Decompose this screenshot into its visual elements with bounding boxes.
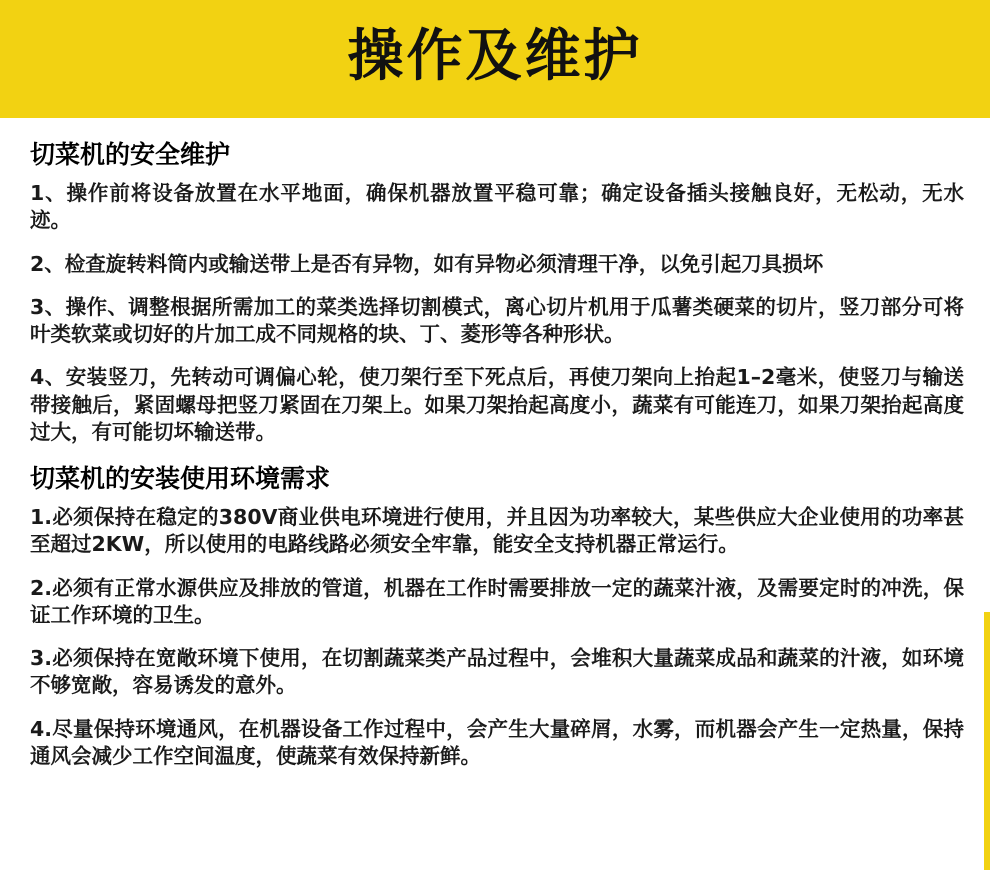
- paragraph: 2.必须有正常水源供应及排放的管道，机器在工作时需要排放一定的蔬菜汁液，及需要定时的冲洗，保证工作环境的卫生。: [30, 575, 964, 627]
- document-content: [0, 118, 990, 770]
- paragraph: 1.必须保持在稳定的380V商业供电环境进行使用，并且因为功率较大，某些供应大企业使用的功率甚至超过2KW，所以使用的电路线路必须安全牢靠，能安全支持机器正常运行。: [30, 505, 964, 557]
- paragraph: 1、操作前将设备放置在水平地面，确保机器放置平稳可靠；确定设备插头接触良好，无松动，无水迹。: [30, 181, 964, 233]
- paragraph: 3.必须保持在宽敞环境下使用，在切割蔬菜类产品过程中，会堆积大量蔬菜成品和蔬菜的汁液，如环境不够宽敞，容易诱发的意外。: [30, 646, 964, 698]
- section-heading: 切菜机的安全维护: [30, 140, 231, 169]
- page-title: 操作及维护: [347, 24, 643, 89]
- page-banner: [0, 0, 990, 118]
- section-installation-environment: [30, 464, 964, 770]
- section-safety-maintenance: [30, 140, 964, 446]
- paragraph: 3、操作、调整根据所需加工的菜类选择切割模式，离心切片机用于瓜薯类硬菜的切片，竖刀部分可将叶类软菜或切好的片加工成不同规格的块、丁、菱形等各种形状。: [30, 294, 964, 346]
- paragraph: 4.尽量保持环境通风，在机器设备工作过程中，会产生大量碎屑，水雾，而机器会产生一定热量，保持通风会减少工作空间温度，使蔬菜有效保持新鲜。: [30, 716, 964, 768]
- right-accent-bar: [984, 612, 990, 870]
- paragraph: 4、安装竖刀，先转动可调偏心轮，使刀架行至下死点后，再使刀架向上抬起1–2毫米，使竖刀与输送带接触后，紧固螺母把竖刀紧固在刀架上。如果刀架抬起高度小，蔬菜有可能连刀，如果刀架抬起高度过大，有可能切坏输送带。: [30, 365, 964, 444]
- section-heading: 切菜机的安装使用环境需求: [30, 464, 331, 493]
- paragraph: 2、检查旋转料筒内或输送带上是否有异物，如有异物必须清理干净，以免引起刀具损坏: [30, 251, 824, 276]
